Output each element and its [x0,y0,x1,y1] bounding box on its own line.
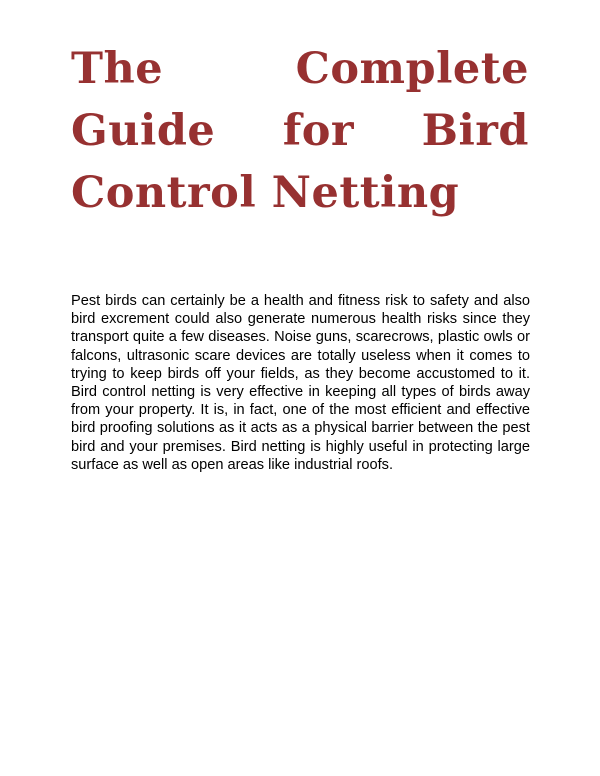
document-title: The Complete Guide for Bird Control Netting [71,44,529,218]
body-paragraph: Pest birds can certainly be a health and fitness risk to safety and also bird excrement could also generate numerous health risks since they transport quite a few diseases. Noise guns, scarecrows, plastic owls or falcons, ultrasonic scare devices are totally useless when it comes to trying to keep birds off your fields, as they become accustomed to it. Bird control netting is very effective in keeping all types of birds away from your property. It is, in fact, one of the most efficient and effective bird proofing solutions as it acts as a physical barrier between the pest bird and your premises. Bird netting is highly useful in protecting large surface as well as open areas like industrial roofs. [71,293,530,473]
